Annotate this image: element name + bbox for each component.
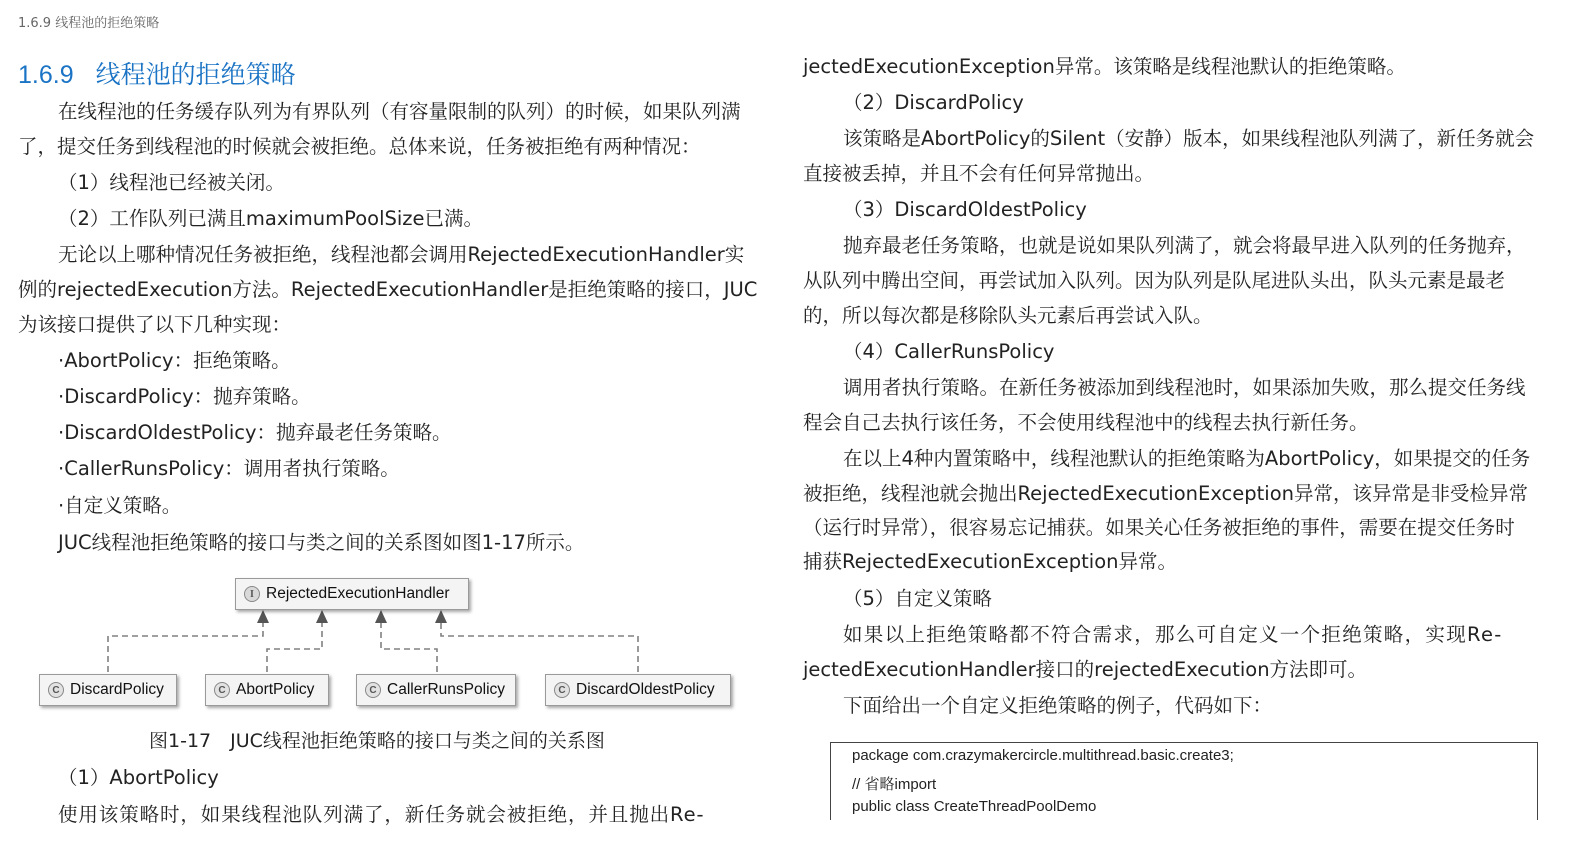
left-line-1: 在线程池的任务缓存队列为有界队列（有容量限制的队列）的时候，如果队列满 [58,100,741,123]
right-line-12: 在以上4种内置策略中，线程池默认的拒绝策略为AbortPolicy，如果提交的任务 [843,447,1531,470]
right-line-11: 程会自己去执行该任务，不会使用线程池中的线程去执行新任务。 [803,411,1369,434]
left-line-6: 例的rejectedExecution方法。RejectedExecutionHandler是拒绝策略的接口，JUC [18,278,758,301]
right-line-5: （3）DiscardOldestPolicy [843,198,1087,221]
right-line-3: 该策略是AbortPolicy的Silent（安静）版本，如果线程池队列满了，新任务就会 [843,127,1535,150]
class-label: CallerRunsPolicy [387,681,506,698]
arrowhead-3 [375,610,387,623]
class-label: AbortPolicy [236,681,315,698]
right-line-16: （5）自定义策略 [843,587,992,610]
figure-caption: 图1-17 JUC线程池拒绝策略的接口与类之间的关系图 [149,730,605,752]
code-block [830,742,1538,820]
left-line-5: 无论以上哪种情况任务被拒绝，线程池都会调用RejectedExecutionHandler实 [58,243,745,266]
section-title: 线程池的拒绝策略 [95,61,296,89]
right-line-2: （2）DiscardPolicy [843,91,1024,114]
arrowhead-1 [257,610,269,623]
right-line-14: （运行时异常），很容易忘记捕获。如果关心任务被拒绝的事件，需要在提交任务时 [803,516,1515,539]
class-icon: C [554,682,570,698]
left-line-3: （1）线程池已经被关闭。 [58,171,285,194]
right-line-8: 的，所以每次都是移除队头元素后再尝试入队。 [803,304,1213,327]
left-line-10: ·DiscardOldestPolicy：抛弃最老任务策略。 [58,421,452,444]
interface-icon: I [244,586,260,602]
right-line-15: 捕获RejectedExecutionException异常。 [803,550,1177,573]
connector-discard [108,620,263,672]
code-line-2: // 省略import [852,776,937,793]
right-line-18: jectedExecutionHandler接口的rejectedExecution方法即可。 [803,658,1368,681]
left-line-7: 为该接口提供了以下几种实现： [18,313,292,336]
left-line-8: ·AbortPolicy：拒绝策略。 [58,349,291,372]
interface-label: RejectedExecutionHandler [266,585,450,602]
left-line-15: 使用该策略时，如果线程池队列满了，新任务就会被拒绝，并且抛出Re- [58,803,705,826]
right-line-19: 下面给出一个自定义拒绝策略的例子，代码如下： [843,694,1273,717]
left-line-11: ·CallerRunsPolicy：调用者执行策略。 [58,457,400,480]
code-line-3: public class CreateThreadPoolDemo [852,798,1097,815]
left-line-14: （1）AbortPolicy [58,766,219,789]
class-box-discard-policy [39,674,177,706]
code-line-1: package com.crazymakercircle.multithread.basic.create3; [852,747,1234,764]
class-label: DiscardOldestPolicy [576,681,715,698]
left-line-2: 了，提交任务到线程池的时候就会被拒绝。总体来说，任务被拒绝有两种情况： [18,135,701,158]
left-line-9: ·DiscardPolicy：抛弃策略。 [58,385,311,408]
connector-discardoldest [441,620,638,672]
class-icon: C [214,682,230,698]
section-number: 1.6.9 [18,61,74,89]
running-header: 1.6.9 线程池的拒绝策略 [18,16,160,31]
arrowhead-2 [316,610,328,623]
left-line-4: （2）工作队列已满且maximumPoolSize已满。 [58,207,484,230]
right-line-4: 直接被丢掉，并且不会有任何异常抛出。 [803,162,1155,185]
right-line-1: jectedExecutionException异常。该策略是线程池默认的拒绝策略。 [803,55,1406,78]
right-line-13: 被拒绝，线程池就会抛出RejectedExecutionException异常，该异常是非受检异常 [803,482,1528,505]
class-box-caller-runs-policy [356,674,516,706]
class-icon: C [48,682,64,698]
class-label: DiscardPolicy [70,681,164,698]
right-line-10: 调用者执行策略。在新任务被添加到线程池时，如果添加失败，那么提交任务线 [843,376,1526,399]
connector-callerruns [381,620,437,672]
right-line-7: 从队列中腾出空间，再尝试加入队列。因为队列是队尾进队头出，队头元素是最老 [803,269,1506,292]
connector-abort [267,620,322,672]
section-heading [18,55,296,91]
arrowhead-4 [435,610,447,623]
interface-box-rejected-execution-handler [235,578,469,610]
right-line-6: 抛弃最老任务策略，也就是说如果队列满了，就会将最早进入队列的任务抛弃， [843,234,1526,257]
right-line-9: （4）CallerRunsPolicy [843,340,1055,363]
class-box-abort-policy [205,674,329,706]
left-line-12: ·自定义策略。 [58,494,182,517]
left-line-13: JUC线程池拒绝策略的接口与类之间的关系图如图1-17所示。 [58,531,585,554]
class-box-discard-oldest-policy [545,674,731,706]
class-icon: C [365,682,381,698]
class-diagram [22,570,742,720]
right-line-17: 如果以上拒绝策略都不符合需求，那么可自定义一个拒绝策略，实现Re- [843,623,1503,646]
